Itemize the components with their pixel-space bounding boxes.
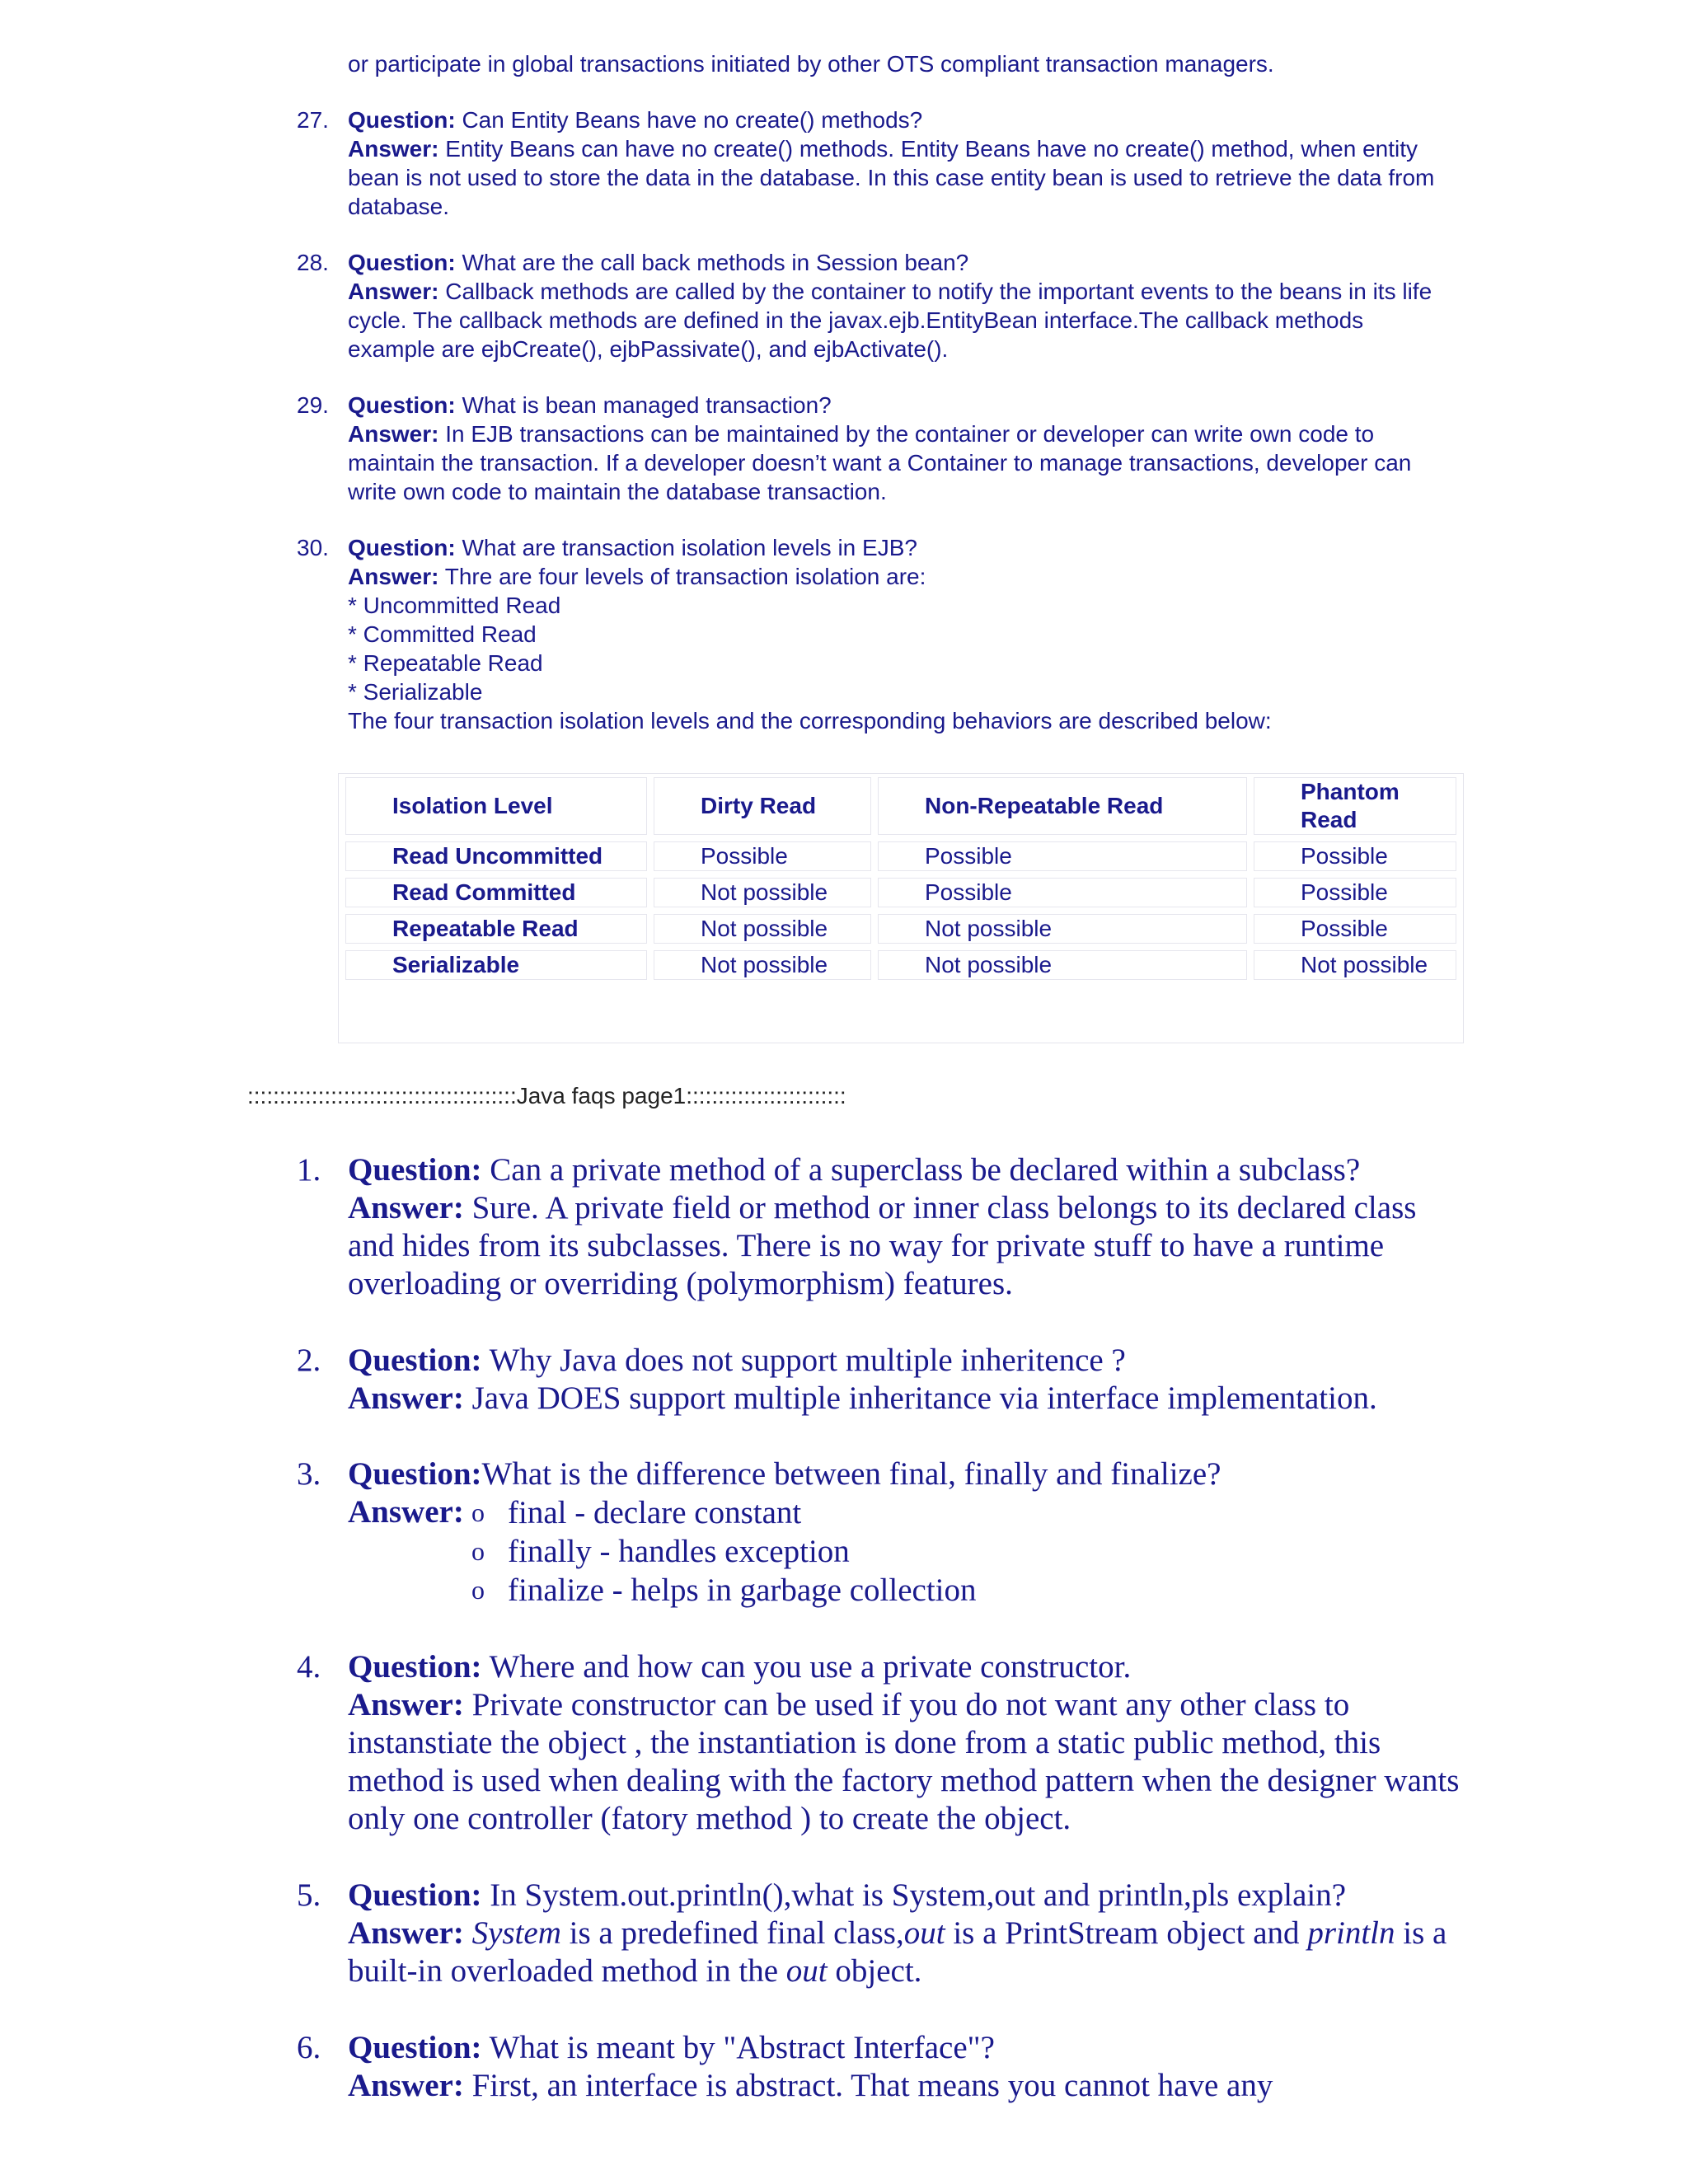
question-label: Question: [348, 107, 456, 133]
answer-label: Answer: [348, 136, 439, 162]
answer-text: Sure. A private field or method or inner class belongs to its declared class and hides from its subclasses. There is no way for private stuff to have a runtime overloading or overriding (polymorphism) features. [348, 1190, 1417, 1301]
table-cell: Possible [878, 841, 1247, 871]
table-cell: Possible [1254, 878, 1456, 907]
qa-number: 29. [297, 392, 329, 418]
answer-text: Callback methods are called by the container to notify the important events to the beans in its life cycle. The callback methods are defined in the javax.ejb.EntityBean interface.The callback methods example are ejbCreate(), ejbPassivate(), and ejbActivate(). [348, 279, 1432, 362]
answer-label: Answer: [348, 2068, 464, 2103]
answer-label: Answer: [348, 279, 439, 304]
table-cell: Not possible [654, 950, 871, 980]
bullet-item: * Uncommitted Read [348, 593, 561, 618]
table-cell: Repeatable Read [345, 914, 647, 944]
java-qa-1 [297, 1151, 1467, 1303]
answer-term-println: println [1307, 1915, 1395, 1951]
answer-list [471, 1493, 1467, 1610]
after-text: The four transaction isolation levels and the corresponding behaviors are described below: [348, 708, 1272, 733]
bullet-item: * Serializable [348, 679, 483, 705]
answer-term-system: System [471, 1915, 561, 1951]
question-label: Question: [348, 250, 456, 275]
qa-number: 5. [297, 1877, 321, 1913]
table-header: Phantom Read [1254, 777, 1456, 835]
answer-text: Entity Beans can have no create() methods. Entity Beans have no create() method, when entity bean is not used to store the data in the database. In this case entity bean is used to retrieve the data from database. [348, 136, 1435, 219]
question-text: Where and how can you use a private constructor. [489, 1649, 1132, 1685]
question-text: What is meant by "Abstract Interface"? [489, 2030, 995, 2065]
answer-text: object. [827, 1953, 922, 1989]
question-text: Can Entity Beans have no create() methods? [462, 107, 923, 133]
java-qa-4 [297, 1648, 1467, 1838]
answer-text: In EJB transactions can be maintained by the container or developer can write own code to maintain the transaction. If a developer doesn’t want a Container to manage transactions, developer can write own code to maintain the database transaction. [348, 421, 1412, 504]
bullet-item: * Repeatable Read [348, 650, 543, 676]
question-label: Question: [348, 2030, 482, 2065]
list-item: o finally - handles exception [471, 1532, 1467, 1571]
question-text: What is bean managed transaction? [462, 392, 832, 418]
answer-label: Answer: [348, 564, 439, 589]
qa-number: 2. [297, 1343, 321, 1378]
qa-number: 30. [297, 535, 329, 560]
question-label: Question: [348, 1649, 482, 1685]
answer-text: Java DOES support multiple inheritance via interface implementation. [471, 1380, 1377, 1416]
answer-label: Answer: [348, 1380, 464, 1416]
table-row [345, 878, 1456, 907]
bullet-item: * Committed Read [348, 621, 537, 647]
answer-text: Private constructor can be used if you do not want any other class to instanstiate the object , the instantiation is done from a static public method, this method is used when dealing with the factory method pattern when the designer wants only one controller (fatory method ) to create the object. [348, 1687, 1460, 1836]
answer-label: Answer: [348, 1687, 464, 1722]
ejb-qa-30 [297, 533, 1451, 735]
java-qa-3 [297, 1455, 1467, 1610]
qa-number: 3. [297, 1456, 321, 1492]
answer-text: is a predefined final class, [560, 1915, 904, 1951]
question-label: Question: [348, 1877, 482, 1913]
answer-label: Answer: [348, 1915, 464, 1951]
table-cell: Not possible [878, 914, 1247, 944]
java-qa-2 [297, 1342, 1467, 1418]
java-qa-5 [297, 1877, 1467, 1990]
question-text: Why Java does not support multiple inheritence ? [489, 1343, 1126, 1378]
answer-label: Answer: [348, 1494, 464, 1530]
question-label: Question: [348, 392, 456, 418]
qa-number: 6. [297, 2030, 321, 2065]
table-header: Dirty Read [654, 777, 871, 835]
ejb-qa-29 [297, 391, 1451, 506]
table-header: Non-Repeatable Read [878, 777, 1247, 835]
answer-text: is a PrintStream object and [945, 1915, 1308, 1951]
table-header: Isolation Level [345, 777, 647, 835]
ejb-qa-28 [297, 248, 1451, 363]
table-row [345, 914, 1456, 944]
answer-text: Thre are four levels of transaction isolation are: [444, 564, 926, 589]
qa-number: 4. [297, 1649, 321, 1685]
ejb-qa-27 [297, 105, 1451, 221]
question-text: What are transaction isolation levels in EJB? [462, 535, 917, 560]
question-label: Question: [348, 1456, 482, 1492]
list-item: o finalize - helps in garbage collection [471, 1571, 1467, 1610]
qa-number: 27. [297, 107, 329, 133]
question-label: Question: [348, 535, 456, 560]
table-cell: Possible [1254, 841, 1456, 871]
page-separator: ::::::::::::::::::::::::::::::::::::::::::Java faqs page1::::::::::::::::::::::::: [247, 1083, 846, 1108]
table-cell: Possible [878, 878, 1247, 907]
question-label: Question: [348, 1343, 482, 1378]
table-cell: Not possible [878, 950, 1247, 980]
answer-text: is a built-in overloaded method in the [348, 1915, 1447, 1989]
answer-label: Answer: [348, 421, 439, 447]
question-text: In System.out.println(),what is System,out and println,pls explain? [490, 1877, 1347, 1913]
question-text: Can a private method of a superclass be declared within a subclass? [490, 1152, 1361, 1188]
table-cell: Possible [1254, 914, 1456, 944]
question-text: What are the call back methods in Session bean? [462, 250, 969, 275]
table-cell: Read Uncommitted [345, 841, 647, 871]
java-qa-6 [297, 2029, 1467, 2105]
table-cell: Serializable [345, 950, 647, 980]
qa-number: 1. [297, 1152, 321, 1188]
table-cell: Not possible [654, 914, 871, 944]
table-row [345, 841, 1456, 871]
table-row [345, 950, 1456, 980]
table-cell: Read Committed [345, 878, 647, 907]
qa-number: 28. [297, 250, 329, 275]
table-header-row [345, 777, 1456, 835]
intro-text: or participate in global transactions initiated by other OTS compliant transaction managers. [348, 51, 1274, 77]
table-cell: Possible [654, 841, 871, 871]
isolation-table [338, 773, 1464, 1043]
answer-term-out: out [903, 1915, 945, 1951]
table-cell: Not possible [654, 878, 871, 907]
list-item: o final - declare constant [471, 1493, 1467, 1532]
table-cell: Not possible [1254, 950, 1456, 980]
answer-term-out: out [785, 1953, 828, 1989]
question-label: Question: [348, 1152, 482, 1188]
answer-label: Answer: [348, 1190, 464, 1226]
question-text: What is the difference between final, finally and finalize? [481, 1456, 1221, 1492]
answer-text: First, an interface is abstract. That means you cannot have any [471, 2068, 1273, 2103]
